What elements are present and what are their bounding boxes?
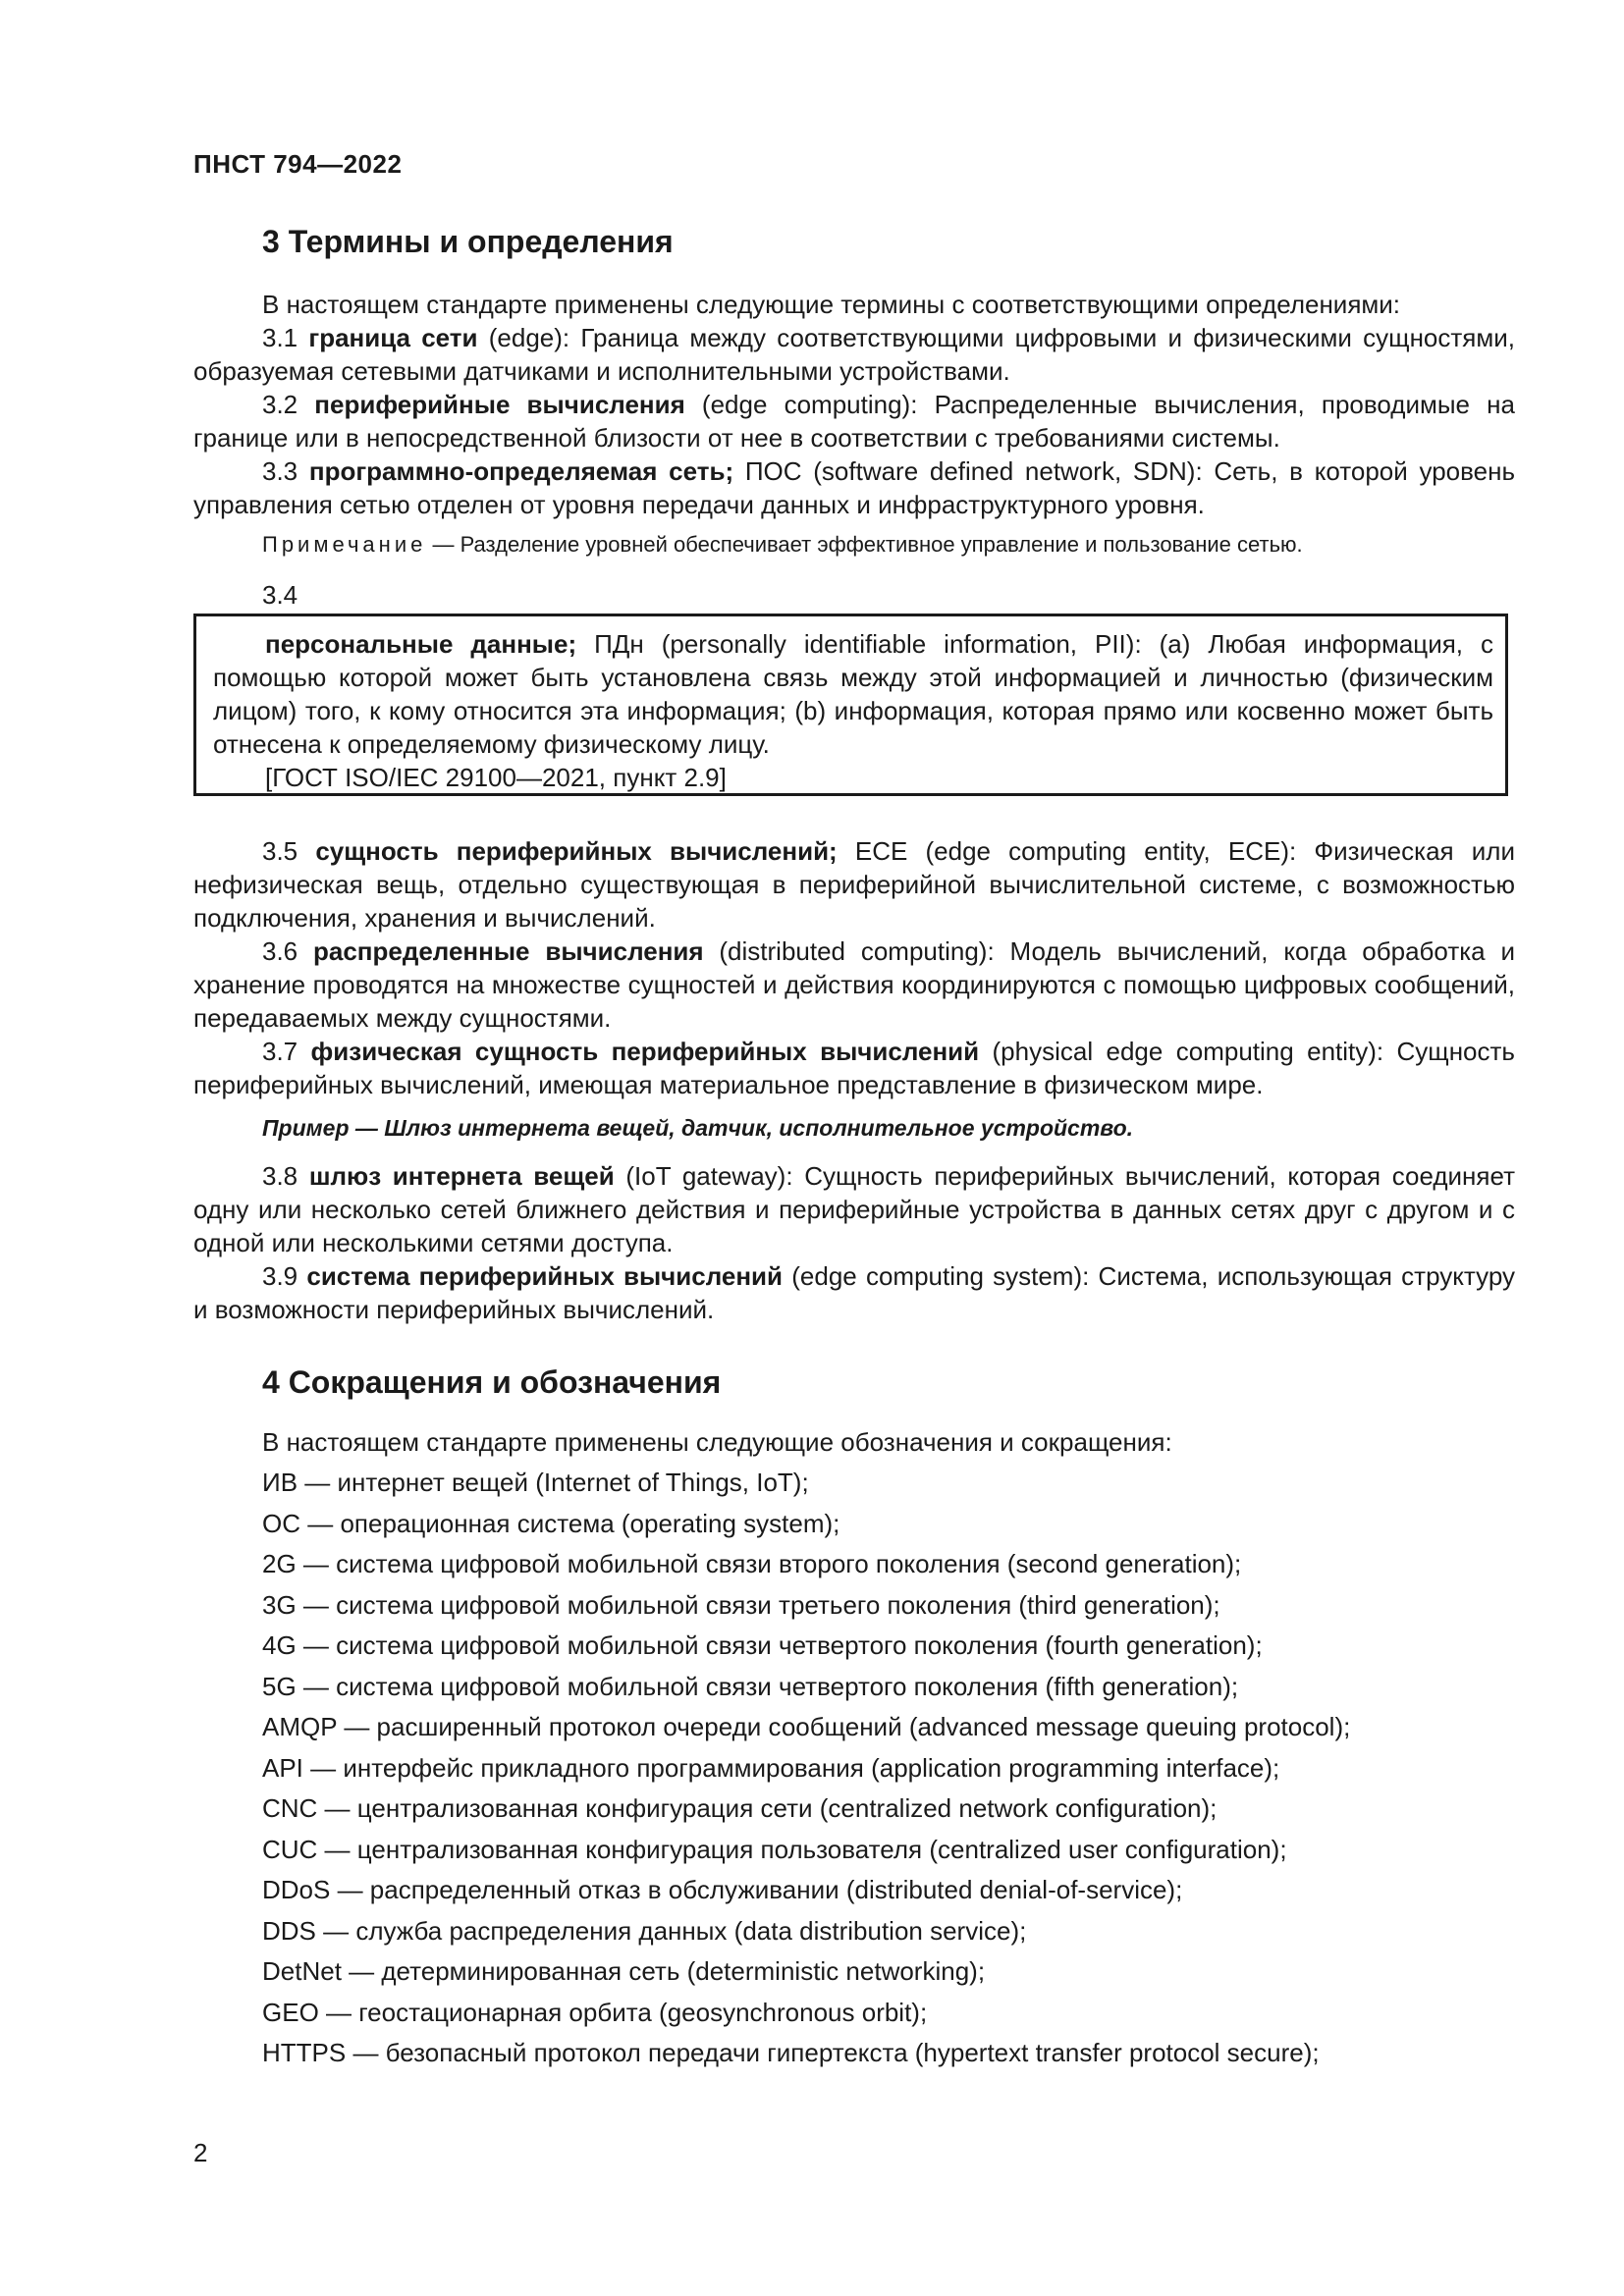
term-3-8-name: шлюз интернета вещей	[308, 1161, 615, 1191]
list-item: CUC — централизованная конфигурация пользователя (centralized user configuration);	[262, 1834, 1287, 1864]
term-3-7-name: физическая сущность периферийных вычислений	[310, 1037, 980, 1066]
list-item: ИВ — интернет вещей (Internet of Things, IoT);	[262, 1468, 809, 1497]
abbreviation-list	[262, 1466, 1350, 2077]
term-3-4-name: персональные данные;	[265, 629, 577, 659]
term-3-2: 3.2 периферийные вычисления (edge computing): Распределенные вычисления, проводимые на границе или в непосредственной близости от нее в соответствии с требованиями системы.	[193, 390, 1515, 453]
list-item: DDoS — распределенный отказ в обслуживании (distributed denial-of-service);	[262, 1875, 1183, 1904]
list-item: DDS — служба распределения данных (data distribution service);	[262, 1915, 1027, 1946]
list-item: GEO — геостационарная орбита (geosynchronous orbit);	[262, 1997, 928, 2027]
term-3-7: 3.7 физическая сущность периферийных вычислений (physical edge computing entity): Сущность периферийных вычислений, имеющая материальное представление в физическом мире.	[193, 1037, 1515, 1099]
list-item: 5G — система цифровой мобильной связи четвертого поколения (fifth generation);	[262, 1671, 1239, 1701]
section-3-body-3	[193, 1159, 1515, 1326]
term-3-6-name: распределенные вычисления	[312, 936, 704, 966]
term-3-3: 3.3 программно-определяемая сеть; ПОС (software defined network, SDN): Сеть, в которой уровень управления сетью отделен от уровня передачи данных и инфраструктурного уровня.	[193, 456, 1515, 519]
term-3-2-name: периферийные вычисления	[314, 390, 685, 419]
section-3-intro: В настоящем стандарте применены следующие термины с соответствующими определениями:	[262, 290, 1401, 319]
term-3-3-name: программно-определяемая сеть;	[308, 456, 734, 486]
term-3-9: 3.9 система периферийных вычислений (edge computing system): Система, использующая структуру и возможности периферийных вычислений.	[193, 1261, 1515, 1324]
term-3-4-number: 3.4	[262, 580, 298, 610]
example-text: Пример — Шлюз интернета вещей, датчик, исполнительное устройство.	[262, 1115, 1134, 1141]
term-3-9-name: система периферийных вычислений	[306, 1261, 784, 1291]
section-4-title: 4 Сокращения и обозначения	[262, 1364, 722, 1400]
term-3-4-box	[193, 614, 1508, 796]
list-item: 2G — система цифровой мобильной связи второго поколения (second generation);	[262, 1549, 1242, 1578]
note-label: Примечание	[262, 532, 427, 557]
list-item: DetNet — детерминированная сеть (deterministic networking);	[262, 1956, 986, 1986]
list-item: ОС — операционная система (operating system);	[262, 1508, 840, 1538]
list-item: 3G — система цифровой мобильной связи третьего поколения (third generation);	[262, 1589, 1220, 1620]
term-3-4-source: [ГОСТ ISO/IEC 29100—2021, пункт 2.9]	[265, 763, 727, 792]
list-item: AMQP — расширенный протокол очереди сообщений (advanced message queuing protocol);	[262, 1712, 1351, 1741]
term-3-1-name: граница сети	[308, 323, 478, 352]
section-4-intro: В настоящем стандарте применены следующие обозначения и сокращения:	[262, 1427, 1172, 1457]
section-3-body	[193, 288, 1515, 521]
list-item: CNC — централизованная конфигурация сети (centralized network configuration);	[262, 1793, 1218, 1823]
list-item: HTTPS — безопасный протокол передачи гипертекста (hypertext transfer protocol secure);	[262, 2038, 1320, 2067]
note-text: — Разделение уровней обеспечивает эффективное управление и пользование сетью.	[426, 532, 1303, 557]
term-3-5-name: сущность периферийных вычислений;	[315, 836, 838, 866]
list-item: 4G — система цифровой мобильной связи четвертого поколения (fourth generation);	[262, 1630, 1263, 1660]
section-3-title: 3 Термины и определения	[262, 224, 674, 259]
term-3-8: 3.8 шлюз интернета вещей (IoT gateway): Сущность периферийных вычислений, которая соединяет одну или несколько сетей ближнего действия и периферийные устройства в данных сетях друг с другом и с одной или несколькими сетями доступа.	[193, 1161, 1515, 1257]
term-3-5: 3.5 сущность периферийных вычислений; ECE (edge computing entity, ECE): Физическая или нефизическая вещь, отдельно существующая в периферийной вычислительной системе, с возможностью подключения, хранения и вычислений.	[193, 836, 1515, 933]
term-3-4: персональные данные; ПДн (personally identifiable information, PII): (a) Любая информация, с помощью которой может быть установлена связь между этой информацией и личностью (физическим лицом) того, к кому относится эта информация; (b) информация, которая прямо или косвенно может быть отнесена к определяемому физическому лицу.	[213, 629, 1494, 759]
document-header: ПНСТ 794—2022	[193, 149, 403, 179]
term-3-1: 3.1 граница сети (edge): Граница между соответствующими цифровыми и физическими сущностями, образуемая сетевыми датчиками и исполнительными устройствами.	[193, 323, 1515, 386]
list-item: API — интерфейс прикладного программирования (application programming interface);	[262, 1752, 1280, 1783]
note	[262, 530, 1303, 560]
term-3-6: 3.6 распределенные вычисления (distributed computing): Модель вычислений, когда обработка и хранение проводятся на множестве сущностей и действия координируются с помощью цифровых сообщений, передаваемых между сущностями.	[193, 936, 1515, 1033]
page-number: 2	[193, 2138, 208, 2167]
section-3-body-2	[193, 834, 1515, 1101]
